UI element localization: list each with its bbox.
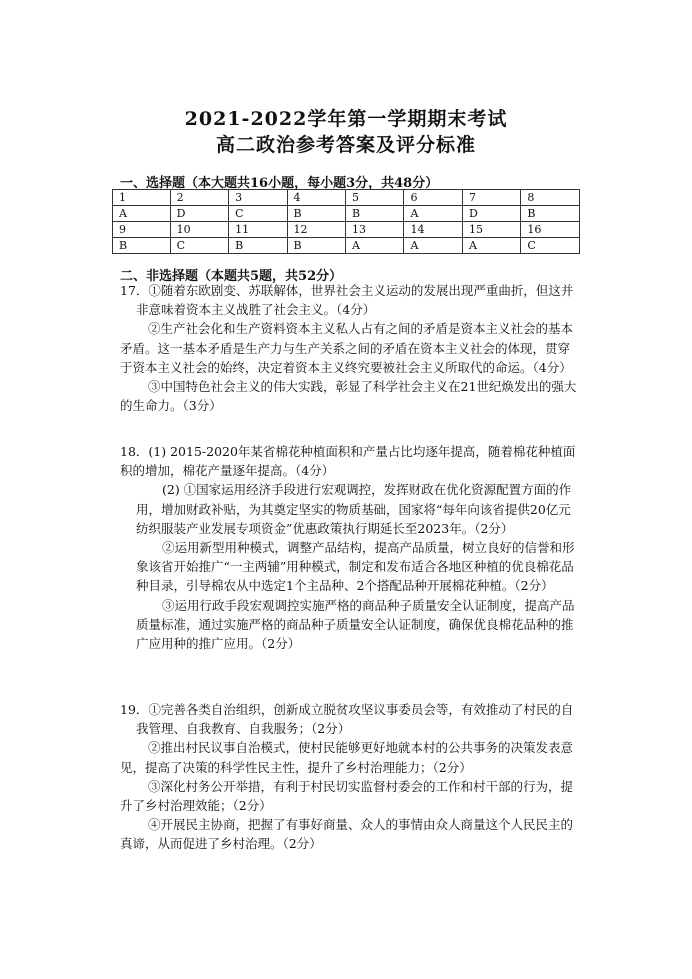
table-cell: 7 <box>462 190 520 206</box>
section-heading-choice: 一、选择题（本大题共16小题，每小题3分，共48分） <box>120 176 439 191</box>
table-cell: 4 <box>287 190 345 206</box>
table-cell: 1 <box>113 190 171 206</box>
table-row <box>113 238 580 254</box>
table-cell: A <box>404 206 462 222</box>
answer-paragraph: 19．①完善各类自治组织，创新成立脱贫攻坚议事委员会等，有效推动了村民的自我管理、自我教育、自我服务；（2分） <box>120 702 574 737</box>
answer-paragraph: ②推出村民议事自治模式，使村民能够更好地就本村的公共事务的决策发表意见，提高了决策的科学性民主性，提升了乡村治理能力；（2分） <box>120 740 574 775</box>
table-cell: 16 <box>521 222 580 238</box>
answer-paragraph: ④开展民主协商，把握了有事好商量、众人的事情由众人商量这个人民民主的真谛，从而促进了乡村治理。（2分） <box>120 817 574 852</box>
table-cell: 2 <box>170 190 228 206</box>
table-cell: B <box>346 206 404 222</box>
table-cell: A <box>113 206 171 222</box>
answer-paragraph: ③深化村务公开举措，有利于村民切实监督村委会的工作和村干部的行为，提升了乡村治理效能；（2分） <box>120 778 574 814</box>
exam-subtitle: 高二政治参考答案及评分标准 <box>215 134 476 156</box>
table-cell: B <box>521 206 580 222</box>
answer-paragraph: ②生产社会化和生产资料资本主义私人占有之间的矛盾是资本主义社会的基本矛盾。这一基本矛盾是生产力与生产关系之间的矛盾在资本主义社会的体现，贯穿于资本主义社会的始终，决定着资本主义终究要被社会主义所取代的命运。（4分） <box>120 321 574 375</box>
table-cell: 6 <box>404 190 462 206</box>
answer-paragraph: ②运用新型用种模式，调整产品结构，提高产品质量，树立良好的信誉和形象该省开始推广“一主两辅”用种模式，制定和发布适合各地区种植的优良棉花品种目录，引导棉农从中选定1个主品种、2个搭配品种开展棉花种植。（2分） <box>136 540 575 594</box>
table-cell: 3 <box>229 190 287 206</box>
table-cell: 8 <box>521 190 580 206</box>
table-cell: B <box>287 238 345 254</box>
table-cell: 13 <box>346 222 404 238</box>
table-cell: B <box>287 206 345 222</box>
table-cell: 9 <box>113 222 171 238</box>
answer-paragraph: (2) ①国家运用经济手段进行宏观调控，发挥财政在优化资源配置方面的作用，增加财政补贴，为其奠定坚实的物质基础，国家将“每年向该省提供20亿元纺织服装产业发展专项资金”优惠政策执行期延长至2023年。（2分） <box>136 482 572 536</box>
table-cell: B <box>113 238 171 254</box>
table-cell: 15 <box>462 222 520 238</box>
table-cell: D <box>462 206 520 222</box>
answer-table <box>112 189 580 254</box>
table-cell: 5 <box>346 190 404 206</box>
table-cell: 11 <box>229 222 287 238</box>
exam-title: 2021-2022学年第一学期期末考试 <box>184 108 508 130</box>
table-cell: 14 <box>404 222 462 238</box>
answer-paragraph: 18．(1) 2015-2020年某省棉花种植面积和产量占比均逐年提高，随着棉花种植面积的增加，棉花产量逐年提高。（4分） <box>120 444 576 479</box>
table-cell: A <box>346 238 404 254</box>
table-cell: A <box>404 238 462 254</box>
table-cell: D <box>170 206 228 222</box>
question-18-answer <box>120 442 578 653</box>
table-cell: C <box>170 238 228 254</box>
answer-paragraph: ③中国特色社会主义的伟大实践，彰显了科学社会主义在21世纪焕发出的强大的生命力。（3分） <box>120 379 577 414</box>
table-cell: B <box>229 238 287 254</box>
answer-paragraph: ③运用行政手段宏观调控实施严格的商品种子质量安全认证制度，提高产品质量标准，通过实施严格的商品种子质量安全认证制度，确保优良棉花品种的推广应用种的推广应用。（2分） <box>136 597 575 652</box>
table-row <box>113 222 580 238</box>
table-cell: A <box>462 238 520 254</box>
table-cell: C <box>229 206 287 222</box>
table-cell: C <box>521 238 580 254</box>
table-cell: 12 <box>287 222 345 238</box>
table-row <box>113 206 580 222</box>
answer-paragraph: 17．①随着东欧剧变、苏联解体，世界社会主义运动的发展出现严重曲折，但这并非意味着资本主义战胜了社会主义。（4分） <box>120 283 574 318</box>
table-cell: 10 <box>170 222 228 238</box>
table-row <box>113 190 580 206</box>
question-19-answer <box>120 700 578 854</box>
section-heading-essay: 二、非选择题（本题共5题，共52分） <box>120 269 343 284</box>
question-17-answer <box>120 281 578 415</box>
